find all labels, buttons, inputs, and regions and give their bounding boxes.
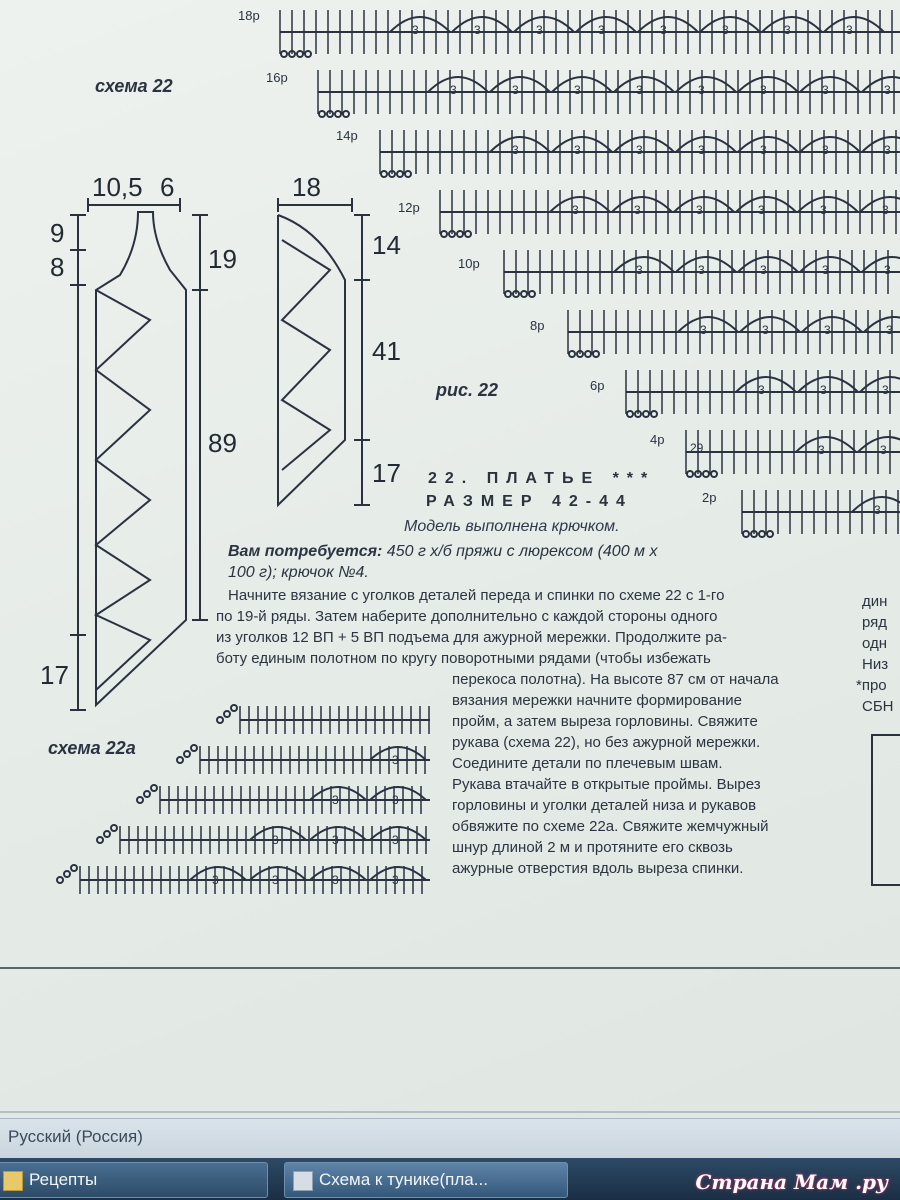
cell-mark: 3 (392, 793, 399, 807)
chain-stitch (381, 171, 387, 177)
cell-mark: 3 (822, 83, 829, 97)
cell-mark: 3 (882, 383, 889, 397)
chain-stitch (759, 531, 765, 537)
chain-stitch (521, 291, 527, 297)
cell-mark: 3 (758, 203, 765, 217)
instruction-line: перекоса полотна). На высоте 87 см от начала (452, 671, 779, 688)
cell-mark: 3 (822, 143, 829, 157)
instruction-line: горловины и уголки деталей низа и рукавов (452, 797, 757, 814)
cell-mark: 3 (880, 443, 887, 457)
chain-stitch (297, 51, 303, 57)
front-left-dim-2: 8 (50, 252, 65, 282)
chain-arch (864, 317, 900, 332)
row-label: 10р (458, 256, 480, 271)
instruction-line: боту единым полотном по кругу поворотными рядами (чтобы избежать (216, 650, 711, 667)
chain-arch (798, 197, 858, 212)
crochet-chart-22a (57, 705, 430, 894)
fragment-text: ряд (862, 614, 888, 631)
pattern-size: РАЗМЕР 42-44 (426, 493, 633, 510)
cell-mark: 3 (574, 143, 581, 157)
instruction-line: ажурные отверстия вдоль выреза спинки. (452, 860, 744, 877)
cell-mark: 3 (272, 873, 279, 887)
chain-arch (736, 377, 796, 392)
cell-mark: 3 (412, 23, 419, 37)
instruction-line: по 19-й ряды. Затем наберите дополнительно с каждой стороны одного (216, 608, 718, 625)
chain-stitch (111, 825, 117, 831)
taskbar-item-label: Схема к тунике(пла... (319, 1170, 488, 1189)
chain-stitch (335, 111, 341, 117)
chain-stitch (627, 411, 633, 417)
taskbar-item-label: Рецепты (29, 1170, 98, 1189)
chain-stitch (177, 757, 183, 763)
chain-arch (676, 257, 736, 272)
cell-mark: 3 (758, 383, 765, 397)
fragment-text: Низ (862, 656, 889, 673)
cell-mark: 3 (822, 263, 829, 277)
instruction-line: рукава (схема 22), но без ажурной мережки. (452, 734, 761, 751)
chain-stitch (703, 471, 709, 477)
chain-arch (738, 137, 798, 152)
cell-mark: 3 (884, 83, 891, 97)
chain-stitch (441, 231, 447, 237)
chain-stitch (97, 837, 103, 843)
cell-mark: 3 (760, 263, 767, 277)
chain-arch (678, 317, 738, 332)
sleeve-top-width: 18 (292, 172, 321, 202)
front-right-dim-2: 89 (208, 428, 237, 458)
front-right-dim-1: 19 (208, 244, 237, 274)
status-bar (0, 1118, 900, 1159)
cell-mark: 3 (660, 23, 667, 37)
chain-stitch (144, 791, 150, 797)
row-label: 4р (650, 432, 665, 447)
instruction-line: шнур длиной 2 м и протяните его сквозь (452, 839, 733, 856)
chain-stitch (687, 471, 693, 477)
chain-stitch (104, 831, 110, 837)
chain-arch (862, 137, 900, 152)
row-label: 14р (336, 128, 358, 143)
instruction-line: Соедините детали по плечевым швам. (452, 755, 723, 772)
cell-mark: 3 (332, 833, 339, 847)
language-indicator[interactable]: Русский (Россия) (8, 1127, 143, 1146)
chain-arch (800, 137, 860, 152)
chain-stitch (71, 865, 77, 871)
cell-mark: 3 (762, 323, 769, 337)
cell-mark: 3 (332, 793, 339, 807)
cell-mark: 3 (392, 753, 399, 767)
row-label: 2р (702, 490, 717, 505)
chain-stitch (505, 291, 511, 297)
chain-arch (614, 257, 674, 272)
materials (228, 541, 748, 583)
cell-mark: 3 (824, 323, 831, 337)
chain-stitch (281, 51, 287, 57)
chain-arch (676, 77, 736, 92)
chain-arch (800, 77, 860, 92)
watermark: Страна Мам .ру (695, 1170, 888, 1194)
cell-mark: 3 (598, 23, 605, 37)
cell-mark: 3 (474, 23, 481, 37)
cell-mark: 3 (722, 23, 729, 37)
cell-mark: 3 (392, 873, 399, 887)
instruction-line: обвяжите по схеме 22а. Свяжите жемчужный (452, 818, 769, 835)
chain-stitch (711, 471, 717, 477)
chain-stitch (57, 877, 63, 883)
cell-mark: 3 (760, 143, 767, 157)
front-top-width: 10,5 (92, 172, 143, 202)
chain-arch (796, 437, 856, 452)
document-icon (293, 1171, 313, 1191)
materials-line-1: 450 г х/б пряжи с люрексом (400 м х (386, 543, 658, 560)
cell-mark: 3 (698, 143, 705, 157)
cell-mark: 3 (636, 143, 643, 157)
sleeve-right-dim-3: 17 (372, 458, 401, 488)
sleeve-piece-outline (278, 198, 370, 505)
instruction-line: Рукава втачайте в открытые проймы. Вырез (452, 776, 761, 793)
cell-mark: 3 (450, 83, 457, 97)
cell-mark: 3 (696, 203, 703, 217)
chain-arch (390, 17, 450, 32)
cell-mark: 3 (636, 263, 643, 277)
cell-mark: 3 (272, 833, 279, 847)
folder-icon (3, 1171, 23, 1191)
cell-mark: 3 (572, 203, 579, 217)
chain-stitch (585, 351, 591, 357)
cell-mark: 3 (636, 83, 643, 97)
chain-stitch (137, 797, 143, 803)
cell-mark: 3 (698, 263, 705, 277)
cell-mark: 3 (536, 23, 543, 37)
chain-stitch (405, 171, 411, 177)
chain-arch (740, 317, 800, 332)
chain-arch (452, 17, 512, 32)
cell-mark: 3 (874, 503, 881, 517)
mark-29: 29 (690, 441, 704, 455)
chain-arch (638, 17, 698, 32)
cell-mark: 3 (700, 323, 707, 337)
chain-stitch (529, 291, 535, 297)
model-note: Модель выполнена крючком. (404, 518, 620, 535)
cell-mark: 3 (574, 83, 581, 97)
cell-mark: 3 (882, 203, 889, 217)
chain-arch (860, 197, 900, 212)
sleeve-right-dim-2: 41 (372, 336, 401, 366)
scheme-22a-label: схема 22а (48, 738, 136, 758)
chain-stitch (191, 745, 197, 751)
chain-stitch (217, 717, 223, 723)
fragment-text: дин (862, 593, 888, 610)
chain-stitch (305, 51, 311, 57)
chain-stitch (231, 705, 237, 711)
cell-mark: 3 (820, 203, 827, 217)
instruction-line: вязания мережки начните формирование (452, 692, 742, 709)
chain-stitch (184, 751, 190, 757)
chain-stitch (593, 351, 599, 357)
chain-stitch (743, 531, 749, 537)
cell-mark: 3 (392, 833, 399, 847)
front-left-dim-3: 17 (40, 660, 69, 690)
chain-arch (762, 17, 822, 32)
row-label: 12р (398, 200, 420, 215)
cell-mark: 3 (332, 873, 339, 887)
instruction-line: пройм, а затем выреза горловины. Свяжите (452, 713, 758, 730)
chain-arch (800, 257, 860, 272)
taskbar (0, 1158, 900, 1200)
chain-stitch (569, 351, 575, 357)
chain-stitch (151, 785, 157, 791)
fragment-text: СБН (862, 698, 894, 715)
chain-stitch (465, 231, 471, 237)
chain-stitch (64, 871, 70, 877)
cell-mark: 3 (512, 83, 519, 97)
figure-label: рис. 22 (436, 380, 499, 400)
chain-arch (612, 197, 672, 212)
chain-stitch (319, 111, 325, 117)
chain-arch (550, 197, 610, 212)
chain-stitch (767, 531, 773, 537)
front-piece-outline (70, 198, 208, 710)
materials-line-2: 100 г); крючок №4. (228, 564, 369, 581)
materials-label: Вам потребуется: (228, 543, 383, 560)
chain-arch (614, 77, 674, 92)
chain-stitch (643, 411, 649, 417)
cell-mark: 3 (818, 443, 825, 457)
front-left-dim-1: 9 (50, 218, 65, 248)
instruction-line: Начните вязание с уголков деталей переда и спинки по схеме 22 с 1-го (228, 587, 725, 604)
chain-stitch (457, 231, 463, 237)
taskbar-item-document[interactable] (284, 1162, 568, 1198)
taskbar-item-recipes[interactable] (0, 1162, 268, 1198)
cell-mark: 3 (820, 383, 827, 397)
chain-arch (798, 377, 858, 392)
instruction-line: из уголков 12 ВП + 5 ВП подъема для ажурной мережки. Продолжите ра- (216, 629, 727, 646)
row-label: 16р (266, 70, 288, 85)
cell-mark: 3 (760, 83, 767, 97)
cell-mark: 3 (512, 143, 519, 157)
row-label: 6р (590, 378, 605, 393)
pattern-title: 22. ПЛАТЬЕ *** (428, 470, 656, 487)
fragment-text: *про (856, 677, 887, 694)
cell-mark: 3 (846, 23, 853, 37)
cell-mark: 3 (634, 203, 641, 217)
chain-arch (428, 77, 488, 92)
chain-arch (824, 17, 884, 32)
chain-arch (576, 17, 636, 32)
chain-arch (676, 137, 736, 152)
front-neck-width: 6 (160, 172, 175, 202)
chain-arch (490, 77, 550, 92)
chain-arch (858, 437, 900, 452)
chain-arch (862, 257, 900, 272)
chain-stitch (397, 171, 403, 177)
chain-arch (700, 17, 760, 32)
chain-stitch (343, 111, 349, 117)
row-label: 18р (238, 8, 260, 23)
row-label: 8р (530, 318, 545, 333)
chain-stitch (224, 711, 230, 717)
cell-mark: 3 (884, 263, 891, 277)
chain-arch (738, 77, 798, 92)
chain-arch (552, 137, 612, 152)
sleeve-right-dim-1: 14 (372, 230, 401, 260)
cell-mark: 3 (884, 143, 891, 157)
chain-arch (736, 197, 796, 212)
scheme-22-label: схема 22 (95, 76, 173, 96)
cell-mark: 3 (784, 23, 791, 37)
cell-mark: 3 (698, 83, 705, 97)
chain-arch (490, 137, 550, 152)
fragment-text: одн (862, 635, 888, 652)
chain-stitch (651, 411, 657, 417)
cell-mark: 3 (212, 873, 219, 887)
cell-mark: 3 (886, 323, 893, 337)
